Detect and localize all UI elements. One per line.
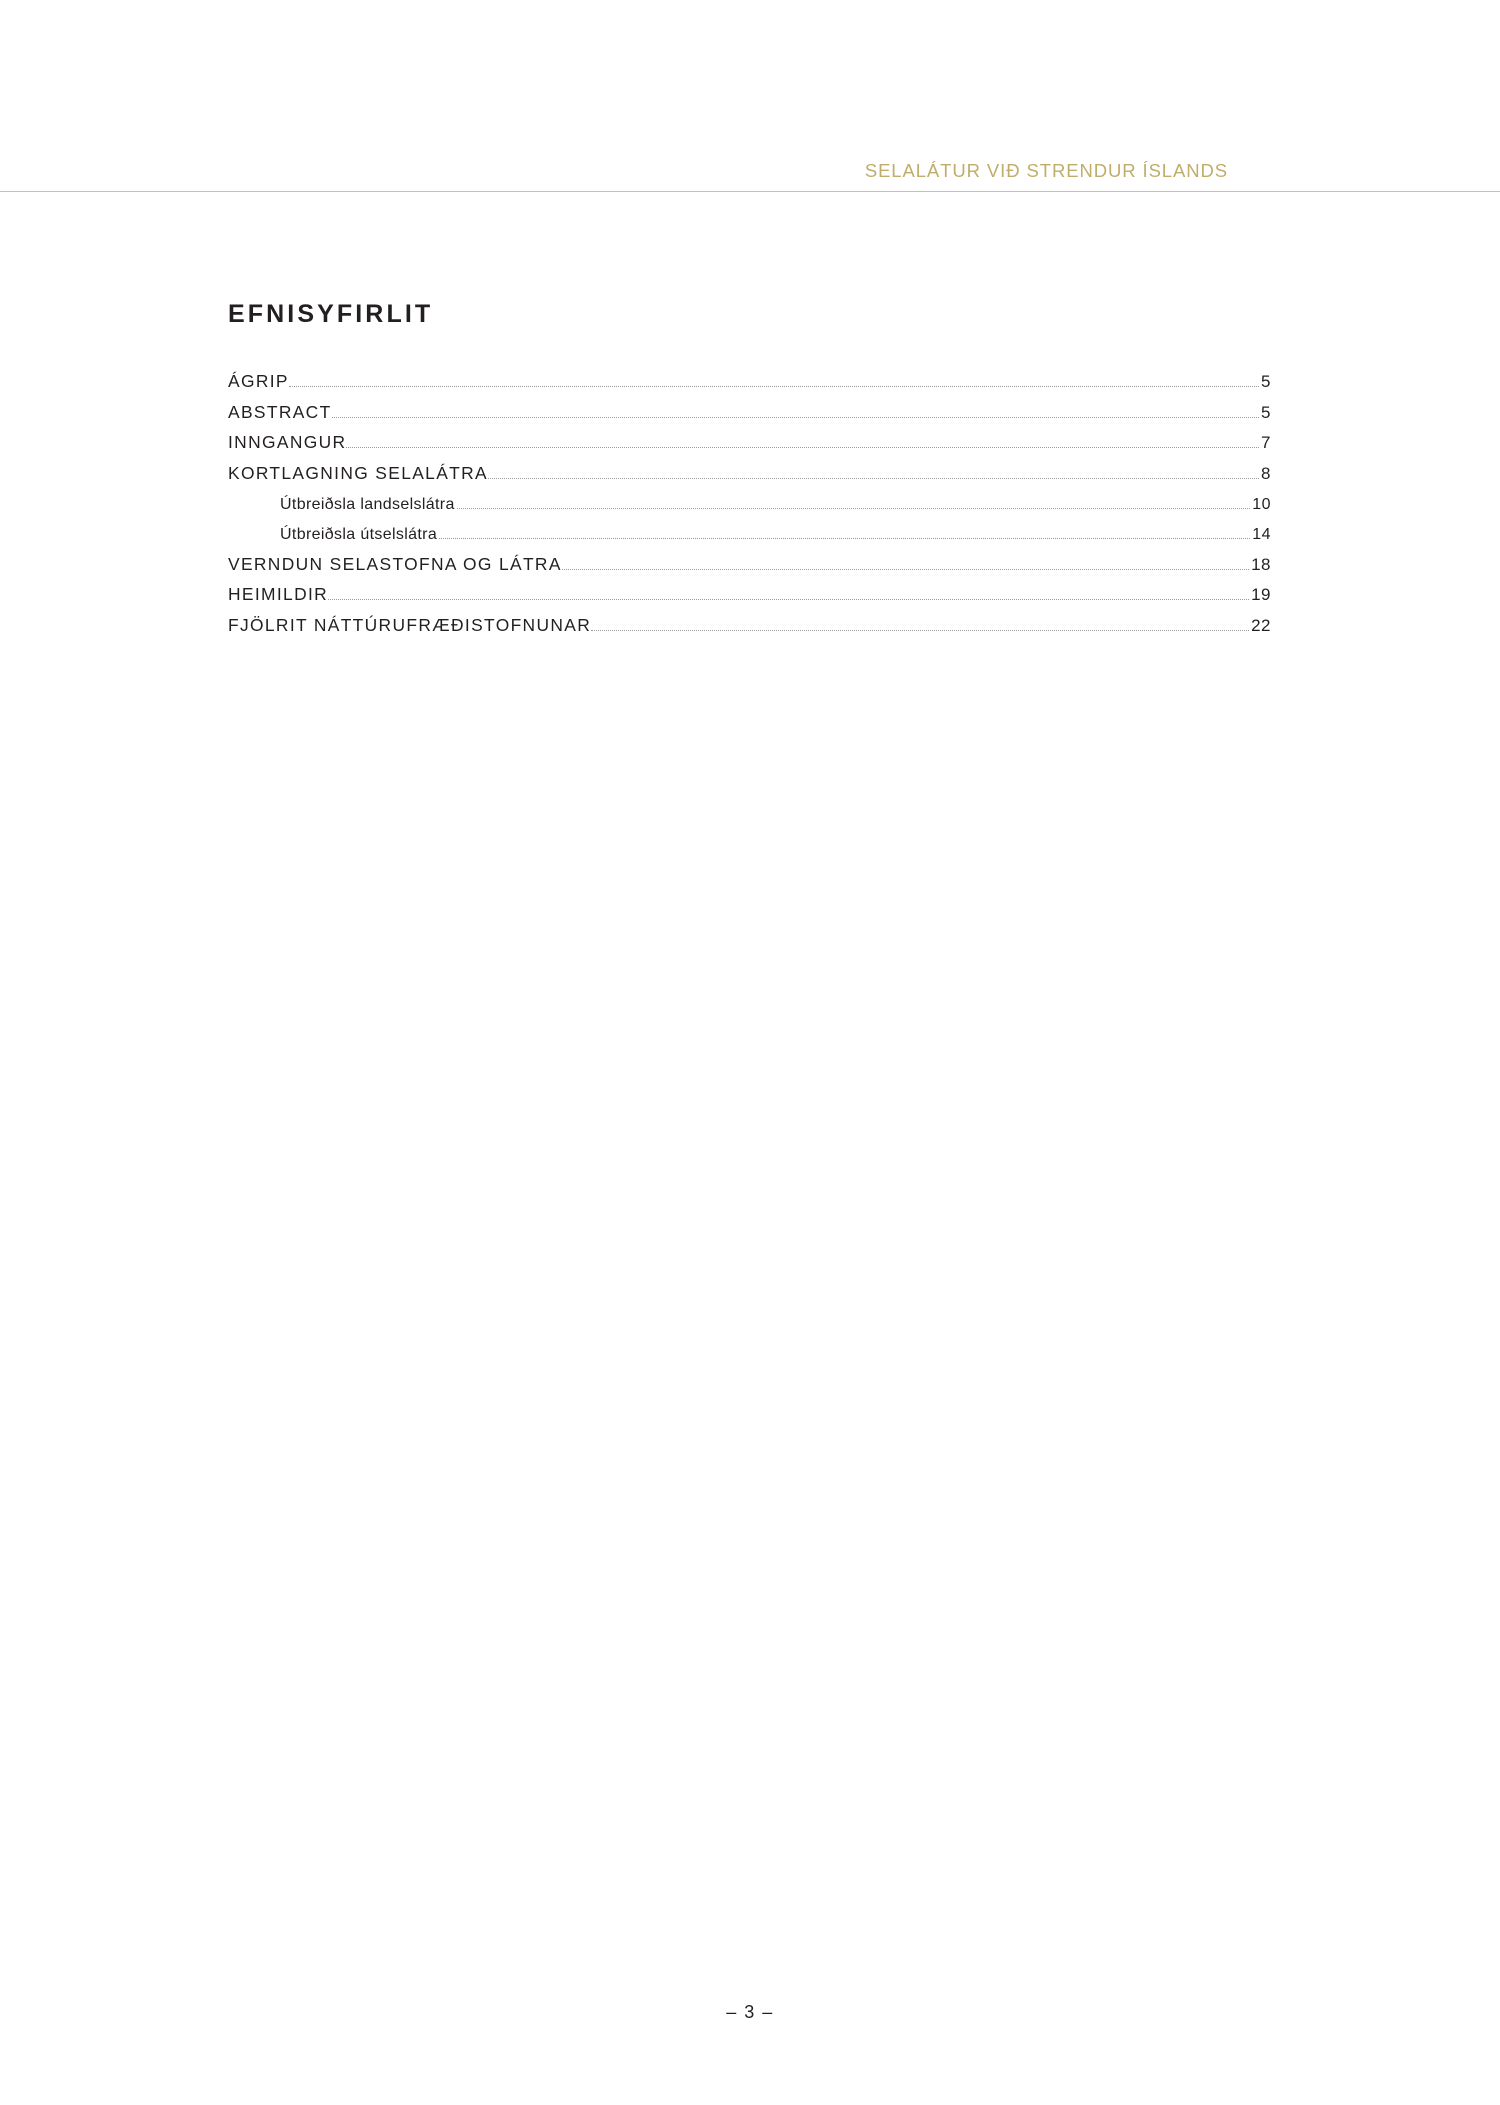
toc-leader-dots [328,598,1249,600]
toc-leader-dots [457,507,1250,509]
toc-leader-dots [332,416,1259,418]
toc-leader-dots [591,629,1249,631]
toc-entry-page: 18 [1251,554,1271,574]
toc-entry[interactable] [228,575,1271,605]
header-divider [0,191,1500,192]
toc-entry-page: 22 [1251,615,1271,635]
toc-entry[interactable] [228,605,1271,635]
toc-entry-page: 5 [1261,402,1271,422]
toc-entry[interactable] [228,392,1271,422]
toc-entry-page: 19 [1251,585,1271,605]
toc-leader-dots [346,446,1259,448]
toc-entry[interactable] [228,362,1271,392]
running-header [0,160,1500,200]
toc-leader-dots [562,568,1249,570]
running-header-title: SELALÁTUR VIÐ STRENDUR ÍSLANDS [864,160,1228,181]
toc-entry-page: 7 [1261,433,1271,453]
toc-entry[interactable] [228,453,1271,483]
toc-entry-label: FJÖLRIT NÁTTÚRUFRÆÐISTOFNUNAR [228,614,592,635]
toc-leader-dots [439,537,1250,539]
toc-entry-label: Útbreiðsla landselslátra [280,495,455,513]
toc-entry-page: 8 [1261,463,1271,483]
toc-entry-label: KORTLAGNING SELALÁTRA [228,462,488,483]
toc-entry[interactable] [228,423,1271,453]
toc-entry[interactable] [228,484,1271,514]
toc-entry-label: Útbreiðsla útselslátra [280,526,438,544]
toc-entry-label: VERNDUN SELASTOFNA OG LÁTRA [228,553,562,574]
toc-leader-dots [488,477,1259,479]
toc-entry-page: 10 [1252,495,1271,513]
toc-entry-page: 5 [1261,372,1271,392]
toc-entry-label: INNGANGUR [228,432,347,453]
toc-entry[interactable] [228,514,1271,544]
page-title: EFNISYFIRLIT [228,300,434,328]
toc-entry-label: HEIMILDIR [228,584,329,605]
table-of-contents [228,362,1271,636]
toc-leader-dots [289,385,1259,387]
toc-entry[interactable] [228,544,1271,574]
page-number: – 3 – [726,2002,774,2022]
toc-entry-label: ÁGRIP [228,371,289,392]
toc-entry-page: 14 [1252,526,1271,544]
toc-entry-label: ABSTRACT [228,401,332,422]
